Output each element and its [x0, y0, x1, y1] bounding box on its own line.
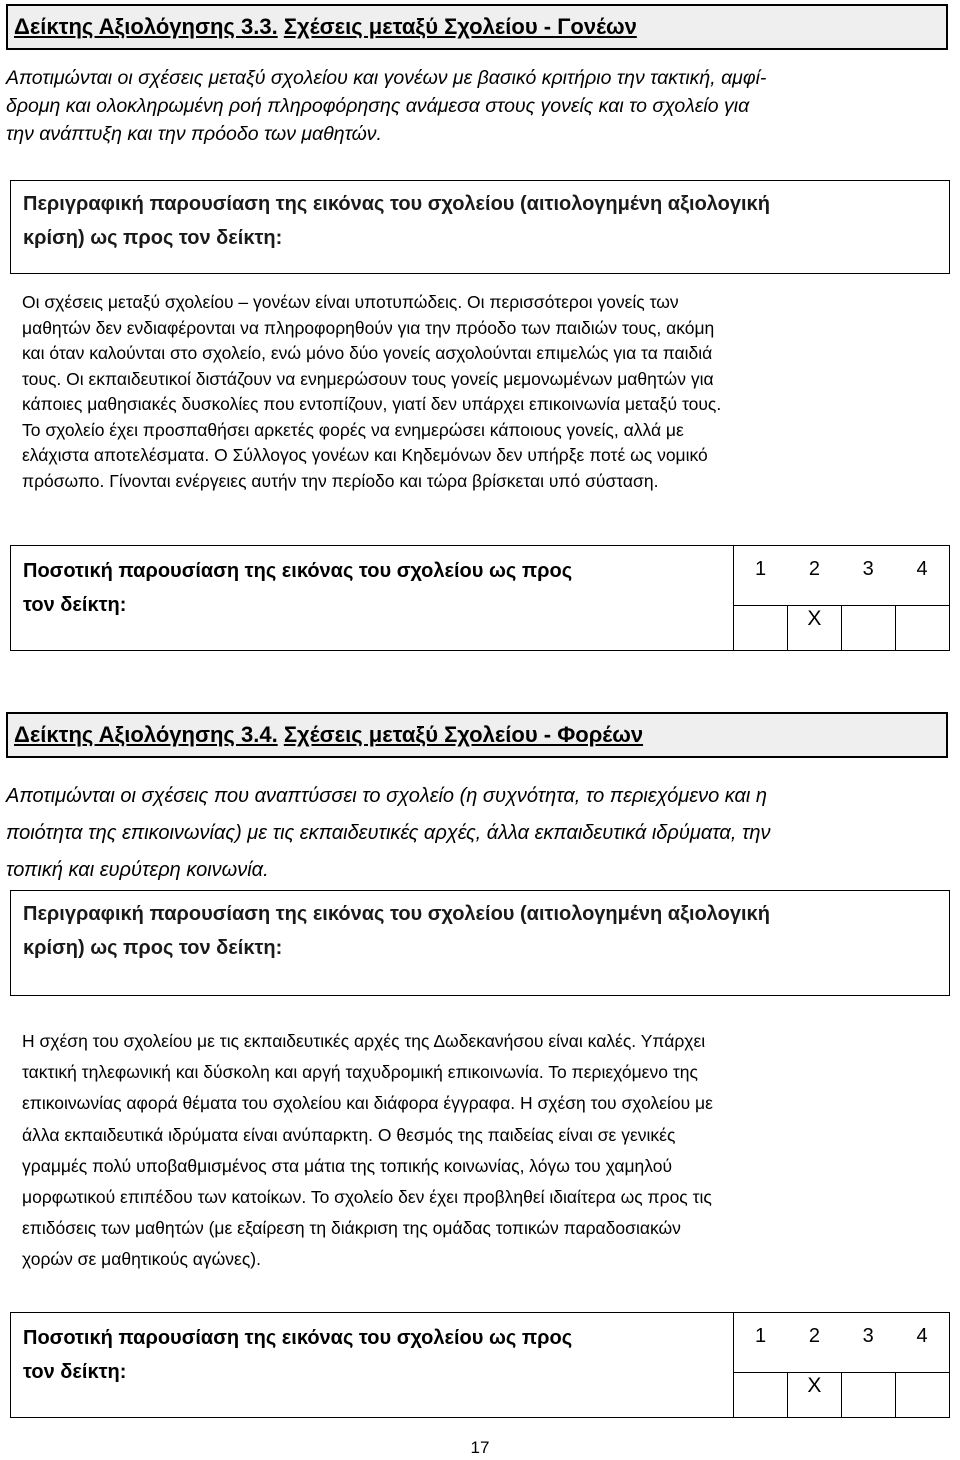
- scale-2: 2: [787, 546, 841, 606]
- mark-cell-2[interactable]: X: [787, 1373, 841, 1418]
- scale-3: 3: [841, 1313, 895, 1373]
- mark-cell-4[interactable]: [895, 606, 949, 651]
- quantitative-table: [10, 1312, 950, 1418]
- descriptive-text: Η σχέση του σχολείου με τις εκπαιδευτικές αρχές της Δωδεκανήσου είναι καλές. Υπάρχει τακτική τηλεφωνική και δύσκολη και αργή ταχυδρομική επικοινωνία. Το περιεχόμενο της επικοινωνίας αφορά θέματα του σχολείου και διάφορα έγγραφα. Η σχέση του σχολείου με άλλα εκπαιδευτικά ιδρύματα είναι ανύπαρκτη. Ο θεσμός της παιδείας είναι σε γενικές γραμμές πολύ υποβαθμισμένος στα μάτια της τοπικής κοινωνίας, λόγω του χαμηλού μορφωτικού επιπέδου των κατοίκων. Το σχολείο δεν έχει προβληθεί ιδιαίτερα ως προς τις επιδόσεις των μαθητών (με εξαίρεση τη διάκριση της ομάδας τοπικών παραδοσιακών χορών σε μαθητικούς αγώνες).: [22, 1031, 713, 1270]
- scale-4: 4: [895, 546, 949, 606]
- section-heading-3-4: [6, 712, 948, 758]
- mark-cell-4[interactable]: [895, 1373, 949, 1418]
- mark-cell-3[interactable]: [841, 1373, 895, 1418]
- mark-cell-1[interactable]: [733, 1373, 787, 1418]
- heading-title: Σχέσεις μεταξύ Σχολείου - Φορέων: [283, 722, 644, 747]
- quantitative-label: Ποσοτική παρουσίαση της εικόνας του σχολείου ως προς τον δείκτη:: [11, 546, 734, 651]
- intro-text: Αποτιμώνται οι σχέσεις που αναπτύσσει το σχολείο (η συχνότητα, το περιεχόμενο και η ποιότητα της επικοινωνίας) με τις εκπαιδευτικές αρχές, άλλα εκπαιδευτικά ιδρύματα, την τοπική και ευρύτερη κοινωνία.: [6, 785, 771, 881]
- scale-1: 1: [733, 546, 787, 606]
- mark-cell-1[interactable]: [733, 606, 787, 651]
- page-number: 17: [470, 1438, 490, 1457]
- intro-text: Αποτιμώνται οι σχέσεις μεταξύ σχολείου και γονέων με βασικό κριτήριο την τακτική, αμφί- δρομη και ολοκληρωμένη ροή πληροφόρησης ανάμεσα στους γονείς και το σχολείο για την ανάπτυξη και την πρόοδο των μαθητών.: [6, 67, 767, 145]
- heading-number: Δείκτης Αξιολόγησης 3.4.: [14, 722, 278, 747]
- scale-2: 2: [787, 1313, 841, 1373]
- mark-cell-2[interactable]: X: [787, 606, 841, 651]
- scale-3: 3: [841, 546, 895, 606]
- section-heading-3-3: [6, 4, 948, 50]
- descriptive-title-box: Περιγραφική παρουσίαση της εικόνας του σχολείου (αιτιολογημένη αξιολογική κρίση) ως προς τον δείκτη:: [10, 180, 950, 274]
- quantitative-table: [10, 545, 950, 651]
- heading-title: Σχέσεις μεταξύ Σχολείου - Γονέων: [283, 14, 637, 39]
- descriptive-text: Οι σχέσεις μεταξύ σχολείου – γονέων είναι υποτυπώδεις. Οι περισσότεροι γονείς των μαθητών δεν ενδιαφέρονται να πληροφορηθούν για την πρόοδο των παιδιών τους, ακόμη και όταν καλούνται στο σχολείο, ενώ μόνο δύο γονείς ασχολούνται επιμελώς για τα παιδιά τους. Οι εκπαιδευτικοί διστάζουν να ενημερώσουν τους γονείς μεμονωμένων μαθητών για κάποιες μαθησιακές δυσκολίες που εντοπίζουν, γιατί δεν υπάρχει επικοινωνία μεταξύ τους. Το σχολείο έχει προσπαθήσει αρκετές φορές να ενημερώσει κάποιους γονείς, αλλά με ελάχιστα αποτελέσματα. Ο Σύλλογος γονέων και Κηδεμόνων δεν υπήρξε ποτέ ως νομικό πρόσωπο. Γίνονται ενέργειες αυτήν την περίοδο και τώρα βρίσκεται υπό σύσταση.: [22, 292, 722, 491]
- heading-number: Δείκτης Αξιολόγησης 3.3.: [14, 14, 278, 39]
- mark-cell-3[interactable]: [841, 606, 895, 651]
- scale-4: 4: [895, 1313, 949, 1373]
- quantitative-label: Ποσοτική παρουσίαση της εικόνας του σχολείου ως προς τον δείκτη:: [11, 1313, 734, 1418]
- scale-1: 1: [733, 1313, 787, 1373]
- descriptive-title-box: Περιγραφική παρουσίαση της εικόνας του σχολείου (αιτιολογημένη αξιολογική κρίση) ως προς τον δείκτη:: [10, 890, 950, 996]
